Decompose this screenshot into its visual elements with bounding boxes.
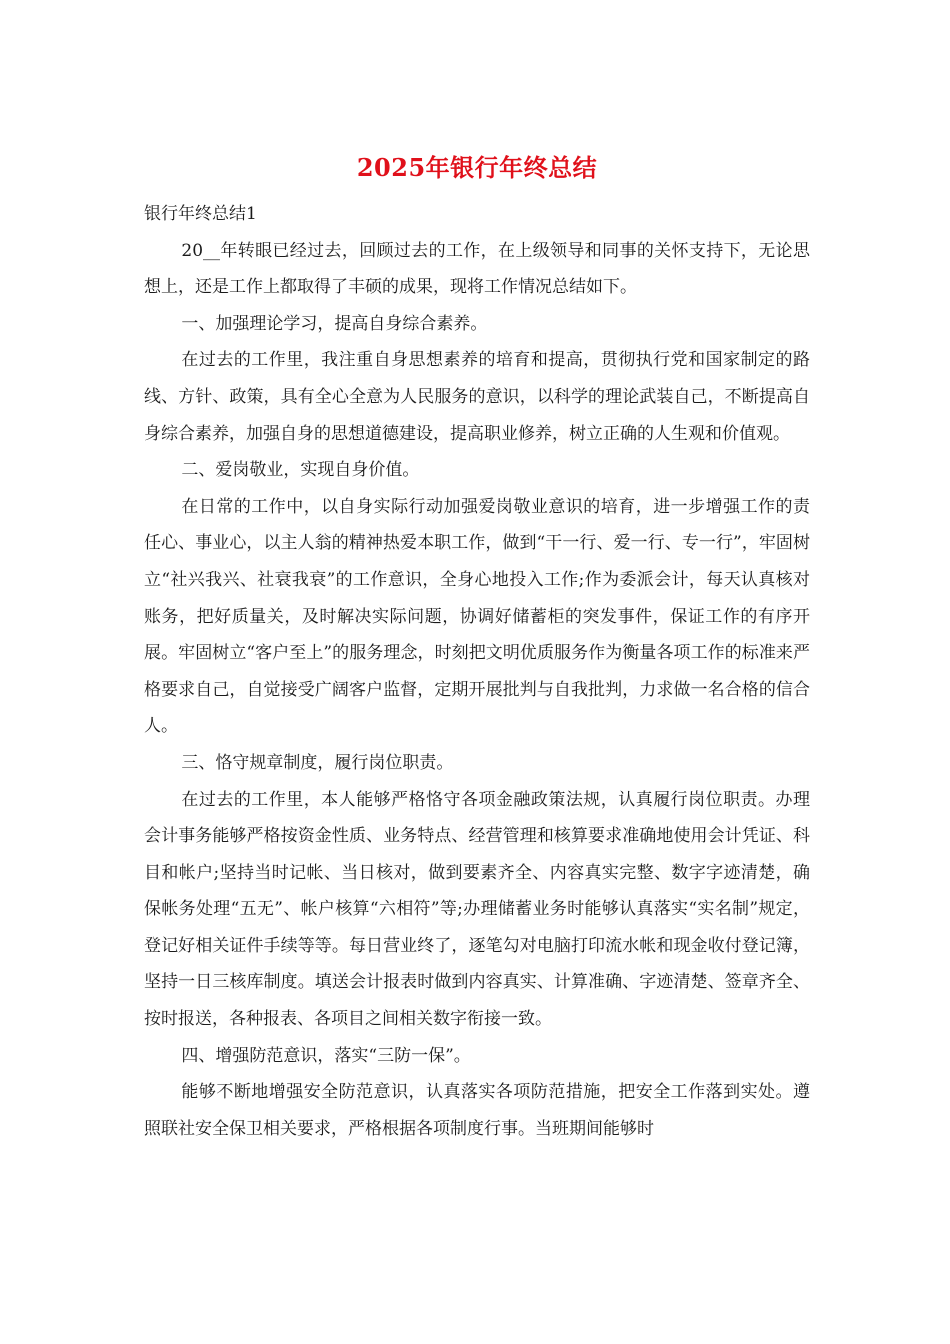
heading-dedication: 二、爱岗敬业，实现自身价值。 <box>181 460 420 481</box>
document-title: 2025年银行年终总结 <box>356 153 598 182</box>
paragraph-intro: 20__年转眼已经过去，回顾过去的工作，在上级领导和同事的关怀支持下，无论思想上，还是工作上都取得了丰硕的成果，现将工作情况总结如下。 <box>144 240 810 298</box>
heading-theory-study: 一、加强理论学习，提高自身综合素养。 <box>181 313 488 334</box>
section-heading: 银行年终总结1 <box>144 204 257 224</box>
paragraph-regulations: 在过去的工作里，本人能够严格恪守各项金融政策法规，认真履行岗位职责。办理会计事务能够严格按资金性质、业务特点、经营管理和核算要求准确地使用会计凭证、科目和帐户;坚持当时记帐、当日核对，做到要素齐全、内容真实完整、数字字迹清楚，确保帐务处理“五无”、帐户核算“六相符”等;办理储蓄业务时能够认真落实“实名制”规定，登记好相关证件手续等等。每日营业终了，逐笔勾对电脑打印流水帐和现金收付登记簿，坚持一日三核库制度。填送会计报表时做到内容真实、计算准确、字迹清楚、签章齐全、按时报送，各种报表、各项目之间相关数字衔接一致。 <box>144 789 810 1030</box>
heading-prevention: 四、增强防范意识，落实“三防一保”。 <box>181 1045 471 1066</box>
heading-regulations: 三、恪守规章制度，履行岗位职责。 <box>181 752 454 773</box>
paragraph-theory-study: 在过去的工作里，我注重自身思想素养的培育和提高，贯彻执行党和国家制定的路线、方针、政策，具有全心全意为人民服务的意识，以科学的理论武装自己，不断提高自身综合素养，加强自身的思想道德建设，提高职业修养，树立正确的人生观和价值观。 <box>144 350 810 444</box>
paragraph-prevention: 能够不断地增强安全防范意识，认真落实各项防范措施，把安全工作落到实处。遵照联社安全保卫相关要求，严格根据各项制度行事。当班期间能够时 <box>144 1082 810 1139</box>
document-page <box>144 150 810 1147</box>
paragraph-dedication: 在日常的工作中，以自身实际行动加强爱岗敬业意识的培育，进一步增强工作的责任心、事业心，以主人翁的精神热爱本职工作，做到“干一行、爱一行、专一行”，牢固树立“社兴我兴、社衰我衰”的工作意识，全身心地投入工作;作为委派会计，每天认真核对账务，把好质量关，及时解决实际问题，协调好储蓄柜的突发事件，保证工作的有序开展。牢固树立“客户至上”的服务理念，时刻把文明优质服务作为衡量各项工作的标准来严格要求自己，自觉接受广阔客户监督，定期开展批判与自我批判，力求做一名合格的信合人。 <box>144 496 810 737</box>
